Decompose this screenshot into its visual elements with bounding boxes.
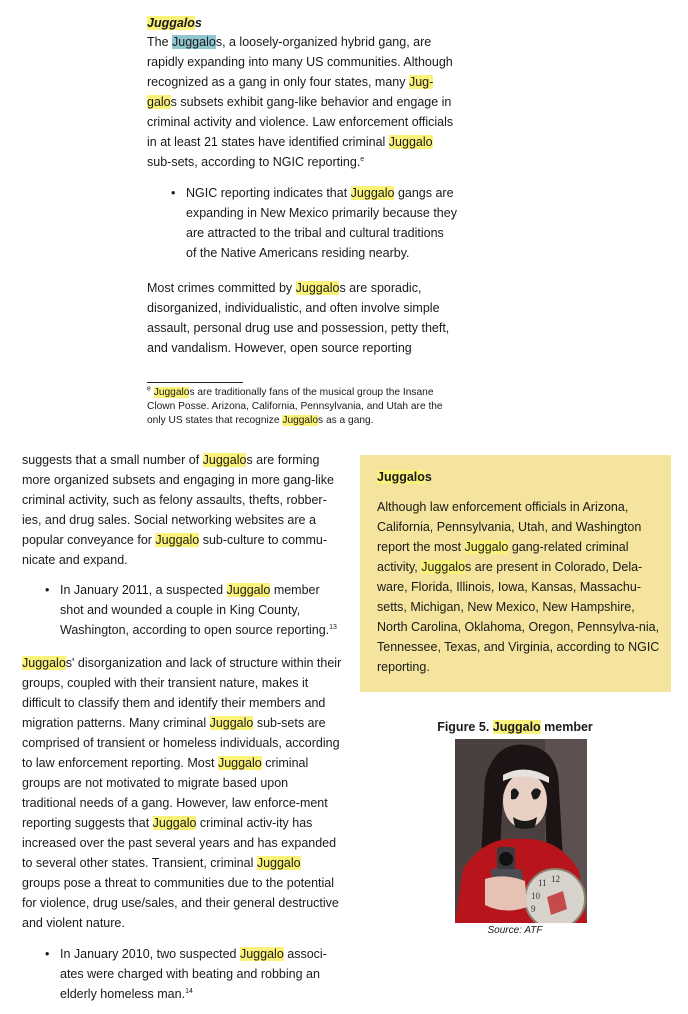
text-run: s subsets exhibit gang-like behavior and engage in criminal activity and violence. Law enforcement officials in at least 21 states have identified criminal	[147, 95, 454, 149]
list-item	[147, 183, 457, 263]
bullet-icon: •	[171, 186, 176, 200]
text-run: sub-culture to commu-nicate and expand.	[22, 533, 328, 567]
highlighted-term: Juggalo	[295, 281, 340, 295]
left-bullet-list-2	[22, 944, 342, 1004]
sidebar-box	[360, 455, 671, 692]
top-paragraph-2	[147, 278, 457, 358]
juggalo-photo	[455, 739, 587, 923]
text-run: s as a gang.	[318, 415, 374, 426]
highlighted-term: Juggalo	[256, 856, 301, 870]
selected-term: Juggalo	[172, 35, 216, 49]
footnote-ref-14[interactable]: 14	[185, 987, 193, 995]
figure-caption-prefix: Figure 5.	[437, 720, 493, 734]
sidebar-text	[377, 497, 662, 677]
highlighted-term: Juggalo	[202, 453, 247, 467]
text-run: criminal activ-ity has increased over the past several years and has expanded to several other states. Transient, criminal	[22, 816, 337, 870]
bullet-icon: •	[45, 583, 50, 597]
left-bullet-list-1	[22, 580, 342, 640]
top-paragraph-1	[147, 32, 457, 172]
text-run: s are forming more organized subsets and engaging in more gang-like criminal activity, such as felony assaults, thefts, robber-ies, and drug sales. Social networking websites are a popular conveyance for	[22, 453, 334, 547]
text-run: Although law enforcement officials in Arizona, California, Pennsylvania, Utah, and Washington report the most	[377, 500, 642, 554]
figure-caption	[420, 718, 610, 736]
figure-caption-highlight: Juggalo	[492, 720, 541, 734]
text-run: s' disorganization and lack of structure within their groups, coupled with their transient nature, makes it difficult to classify them and identify their members and migration patterns. Many criminal	[22, 656, 342, 730]
highlighted-term: Juggalo	[464, 540, 509, 554]
left-paragraph-1	[22, 450, 342, 570]
highlighted-term: Jug-galo	[147, 75, 434, 109]
photo-clock-9: 9	[531, 904, 536, 914]
list-item	[22, 944, 342, 1004]
text-run: criminal groups are not motivated to migrate based upon traditional needs of a gang. However, law enforce-ment reporting suggests that	[22, 756, 328, 830]
left-column	[22, 450, 342, 1004]
footnote	[147, 386, 462, 428]
highlighted-term: Juggalo	[350, 186, 395, 200]
sidebar-title-suffix: s	[424, 470, 432, 484]
text-run: suggests that a small number of	[22, 453, 203, 467]
heading-highlight: Juggalo	[147, 16, 195, 30]
bullet-icon: •	[45, 947, 50, 961]
photo-clock-11: 11	[538, 878, 547, 888]
photo-hand	[485, 876, 527, 910]
text-run: NGIC reporting indicates that	[186, 186, 351, 200]
text-run: In January 2011, a suspected	[60, 583, 227, 597]
text-run: sub-sets are comprised of transient or homeless individuals, according to law enforcement reporting. Most	[22, 716, 340, 770]
text-run: gangs are expanding in New Mexico primarily because they are attracted to the tribal and cultural traditions of the Native Americans residing nearby.	[186, 186, 457, 260]
footnote-ref-13[interactable]: 13	[329, 623, 337, 631]
list-item	[22, 580, 342, 640]
text-run: s are traditionally fans of the musical group the Insane Clown Posse. Arizona, California, Pennsylvania, and Utah are the only US states that recognize	[147, 387, 443, 426]
text-run: sub-sets, according to NGIC reporting.	[147, 155, 361, 169]
highlighted-term: Juggalo	[226, 583, 271, 597]
highlighted-term: Juggalo	[239, 947, 284, 961]
highlighted-term: Juggalo	[152, 816, 197, 830]
text-run: s are sporadic, disorganized, individualistic, and often involve simple assault, personal drug use and possession, petty theft, and vandalism. However, open source reporting	[147, 281, 450, 355]
highlighted-term: Juggalo	[388, 135, 433, 149]
highlighted-term: Juggalo	[22, 656, 66, 670]
photo-gun-muzzle	[499, 852, 513, 866]
text-run: The	[147, 35, 173, 49]
figure-source: Source: ATF	[487, 925, 543, 936]
heading-suffix: s	[194, 16, 202, 30]
footnote-divider	[147, 382, 243, 383]
footnote-marker: e	[147, 385, 151, 393]
highlighted-term: Juggalo	[217, 756, 262, 770]
top-section	[147, 14, 457, 358]
text-run: member shot and wounded a couple in King County, Washington, according to open source reporting.	[60, 583, 330, 637]
text-run: gang-related criminal activity,	[377, 540, 629, 574]
text-run: groups pose a threat to communities due to the potential for violence, drug use/sales, and their general destructive and violent nature.	[22, 876, 339, 930]
highlighted-term: Juggalo	[153, 387, 190, 398]
figure-caption-suffix: member	[540, 720, 593, 734]
text-run: associ-ates were charged with beating and robbing an elderly homeless man.	[60, 947, 327, 1001]
left-paragraph-2	[22, 653, 342, 933]
figure	[420, 718, 610, 936]
section-heading	[147, 14, 457, 32]
highlighted-term: Juggalo	[209, 716, 254, 730]
highlighted-term: Juggalo	[421, 560, 466, 574]
photo-clock-12: 12	[551, 874, 560, 884]
photo-illustration	[455, 739, 587, 923]
sidebar-title	[377, 468, 432, 486]
text-run: s, a loosely-organized hybrid gang, are rapidly expanding into many US communities. Although recognized as a gang in only four states, many	[147, 35, 453, 89]
photo-face	[503, 773, 547, 829]
highlighted-term: Juggalo	[155, 533, 200, 547]
text-run: s are present in Colorado, Dela-ware, Florida, Illinois, Iowa, Kansas, Massachu-setts, Michigan, New Mexico, New Hampshire, North Carolina, Oklahoma, Oregon, Pennsylva-nia, Tennessee, Texas, and Virginia, according to NGIC reporting.	[377, 560, 660, 674]
footnote-ref-e[interactable]: e	[360, 155, 365, 163]
top-bullet-list	[147, 183, 457, 263]
sidebar-title-highlight: Juggalo	[377, 470, 425, 484]
photo-clock-10: 10	[531, 891, 540, 901]
text-run: In January 2010, two suspected	[60, 947, 240, 961]
text-run: Most crimes committed by	[147, 281, 296, 295]
highlighted-term: Juggalo	[282, 415, 319, 426]
